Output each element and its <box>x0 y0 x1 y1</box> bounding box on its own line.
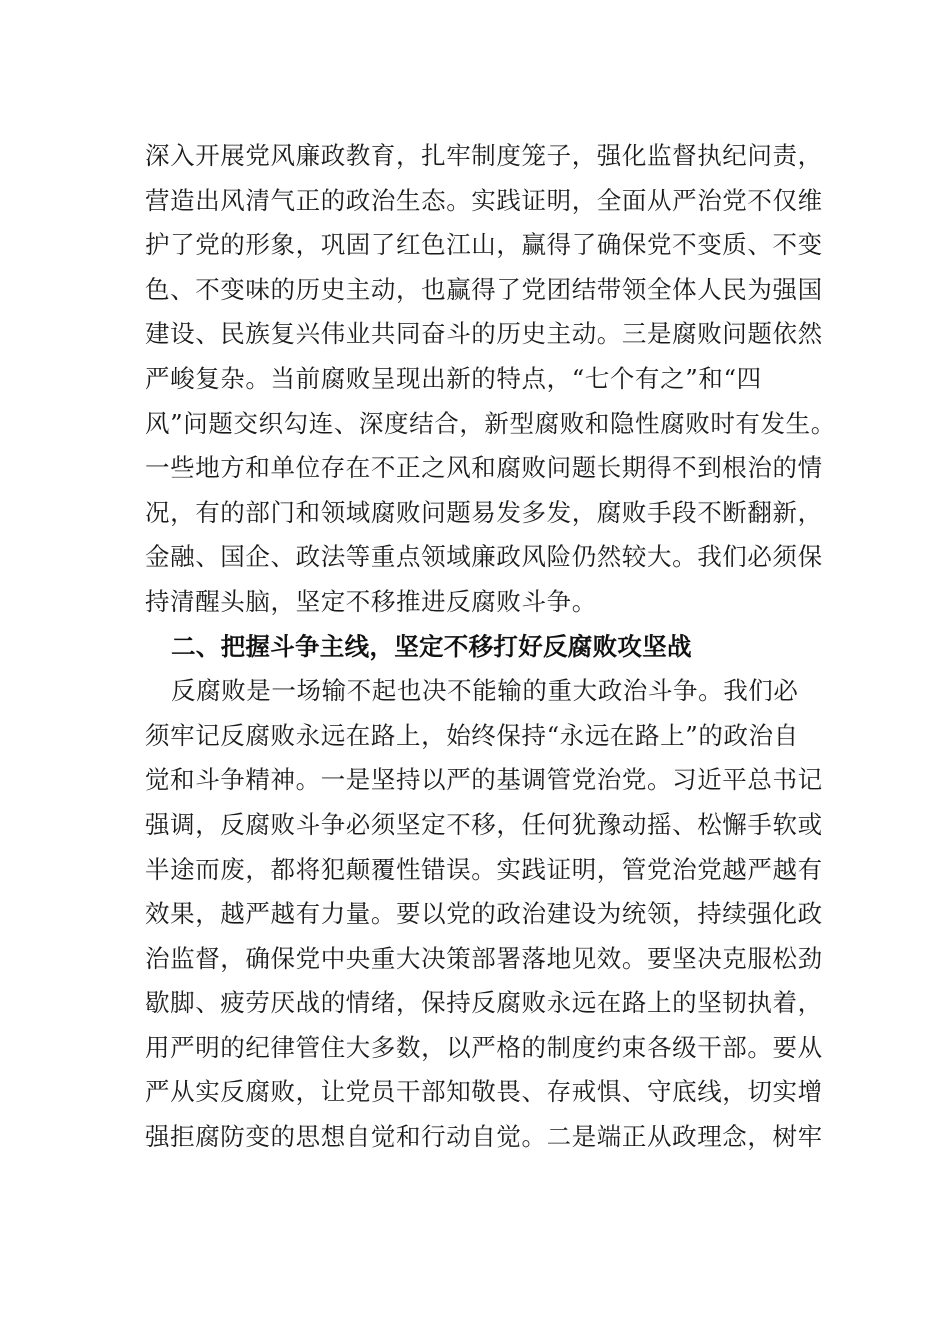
paragraph-line: 觉和斗争精神。一是坚持以严的基调管党治党。习近平总书记 <box>145 765 823 795</box>
paragraph-line: 反腐败是一场输不起也决不能输的重大政治斗争。我们必 <box>171 676 799 706</box>
paragraph-line: 色、不变味的历史主动，也赢得了党团结带领全体人民为强国 <box>145 274 823 304</box>
paragraph-line: 用严明的纪律管住大多数，以严格的制度约束各级干部。要从 <box>145 1032 823 1062</box>
paragraph-line: 一些地方和单位存在不正之风和腐败问题长期得不到根治的情 <box>145 453 823 483</box>
paragraph-line: 严峻复杂。当前腐败呈现出新的特点，“七个有之”和“四 <box>145 363 762 393</box>
paragraph-line: 半途而废，都将犯颠覆性错误。实践证明，管党治党越严越有 <box>145 854 823 884</box>
paragraph-line: 营造出风清气正的政治生态。实践证明，全面从严治党不仅维 <box>145 185 823 215</box>
section-heading: 二、把握斗争主线，坚定不移打好反腐败攻坚战 <box>171 631 692 661</box>
paragraph-line: 效果，越严越有力量。要以党的政治建设为统领，持续强化政 <box>145 899 823 929</box>
paragraph-line: 治监督，确保党中央重大决策部署落地见效。要坚决克服松劲 <box>145 943 823 973</box>
paragraph-line: 护了党的形象，巩固了红色江山，赢得了确保党不变质、不变 <box>145 230 823 260</box>
paragraph-line: 深入开展党风廉政教育，扎牢制度笼子，强化监督执纪问责， <box>145 141 823 170</box>
paragraph-line: 严从实反腐败，让党员干部知敬畏、存戒惧、守底线，切实增 <box>145 1077 823 1107</box>
paragraph-line: 须牢记反腐败永远在路上，始终保持“永远在路上”的政治自 <box>145 720 799 750</box>
paragraph-line: 强拒腐防变的思想自觉和行动自觉。二是端正从政理念，树牢 <box>145 1122 823 1152</box>
paragraph-line: 持清醒头脑，坚定不移推进反腐败斗争。 <box>145 586 597 616</box>
paragraph-line: 风”问题交织勾连、深度结合，新型腐败和隐性腐败时有发生。 <box>145 408 836 438</box>
paragraph-line: 金融、国企、政法等重点领域廉政风险仍然较大。我们必须保 <box>145 542 823 572</box>
paragraph-line: 歇脚、疲劳厌战的情绪，保持反腐败永远在路上的坚韧执着， <box>145 988 823 1018</box>
document-body <box>145 134 845 1160</box>
paragraph-line: 况，有的部门和领域腐败问题易发多发，腐败手段不断翻新， <box>145 497 823 527</box>
paragraph-line: 强调，反腐败斗争必须坚定不移，任何犹豫动摇、松懈手软或 <box>145 809 823 839</box>
paragraph-line: 建设、民族复兴伟业共同奋斗的历史主动。三是腐败问题依然 <box>145 319 823 349</box>
